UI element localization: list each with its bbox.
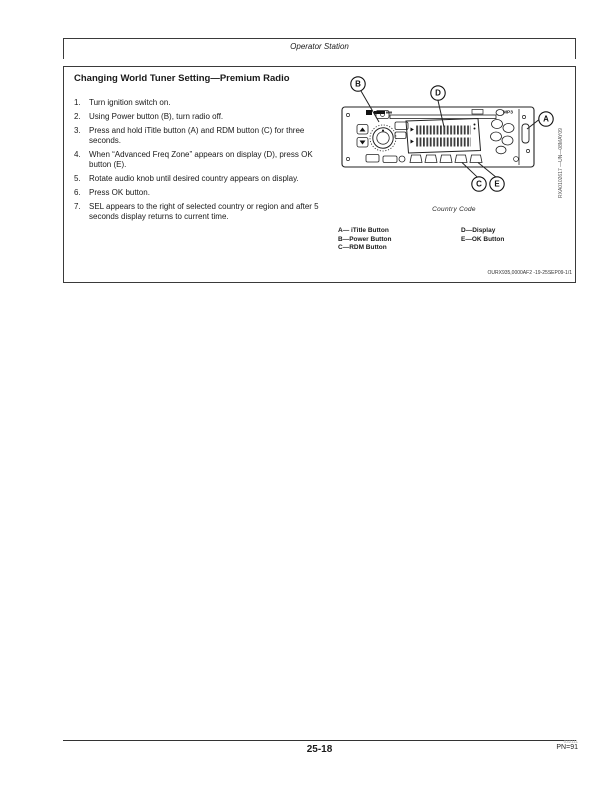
step-item [74,150,330,170]
display-segments [415,126,471,135]
step-item [74,202,330,222]
page-number: 25-18 [306,744,333,755]
legend-item-b: B—Power Button [338,235,392,243]
step-item [74,174,330,184]
instruction-steps [74,98,330,226]
figure-legend-col2 [461,227,504,244]
step-item [74,112,330,122]
svg-text:A: A [543,114,549,124]
legend-item-d: D—Display [461,227,496,234]
page-header [63,38,576,59]
callout-d [431,86,445,100]
radio-faceplate-figure [338,71,570,201]
step-number: 3. [74,126,81,135]
step-item [74,126,330,146]
section-title: Changing World Tuner Setting—Premium Radio [74,73,290,84]
step-text: When “Advanced Freq Zone” appears on display (D), press OK button (E). [89,150,313,169]
legend-item-e: E—OK Button [461,235,505,243]
section-box [63,66,576,283]
figure-caption: Country Code [432,206,476,213]
step-text: Press OK button. [89,188,150,197]
step-number: 6. [74,188,81,197]
callout-a [539,112,553,126]
svg-text:C: C [476,179,482,189]
figure-legend-col1 [338,227,391,253]
step-text: Using Power button (B), turn radio off. [89,112,224,121]
display-segments [415,138,471,147]
legend-item-a: A— iTitle Button [338,227,389,234]
svg-text:D: D [435,88,441,98]
radio-faceplate [342,107,534,167]
figure-image-id: RXA0102617 —UN—08MAY09 [558,128,564,198]
legend-item-c: C—RDM Button [338,244,387,251]
callout-c [472,177,486,191]
doc-control-code: OURX935,0000AF2 -19-25SEP09-1/1 [487,270,572,276]
step-number: 4. [74,150,81,159]
step-text: Rotate audio knob until desired country appears on display. [89,174,299,183]
step-number: 7. [74,202,81,211]
step-number: 2. [74,112,81,121]
callout-b [351,77,365,91]
print-date-code: 032111 [563,739,578,744]
mp3-label: MP3 [503,110,513,116]
svg-text:B: B [355,79,361,89]
step-number: 5. [74,174,81,183]
footer-codes [520,739,578,752]
svg-text:E: E [494,179,500,189]
step-item [74,98,330,108]
step-text: Turn ignition switch on. [89,98,171,107]
step-text: SEL appears to the right of selected country or region and after 5 seconds display returns to current time. [89,202,319,221]
part-number: PN=91 [556,744,578,751]
step-number: 1. [74,98,81,107]
callout-e [490,177,504,191]
step-text: Press and hold iTitle button (A) and RDM button (C) for three seconds. [89,126,305,145]
page-header-title: Operator Station [290,42,349,51]
step-item [74,188,330,198]
footer-rule [63,740,576,741]
